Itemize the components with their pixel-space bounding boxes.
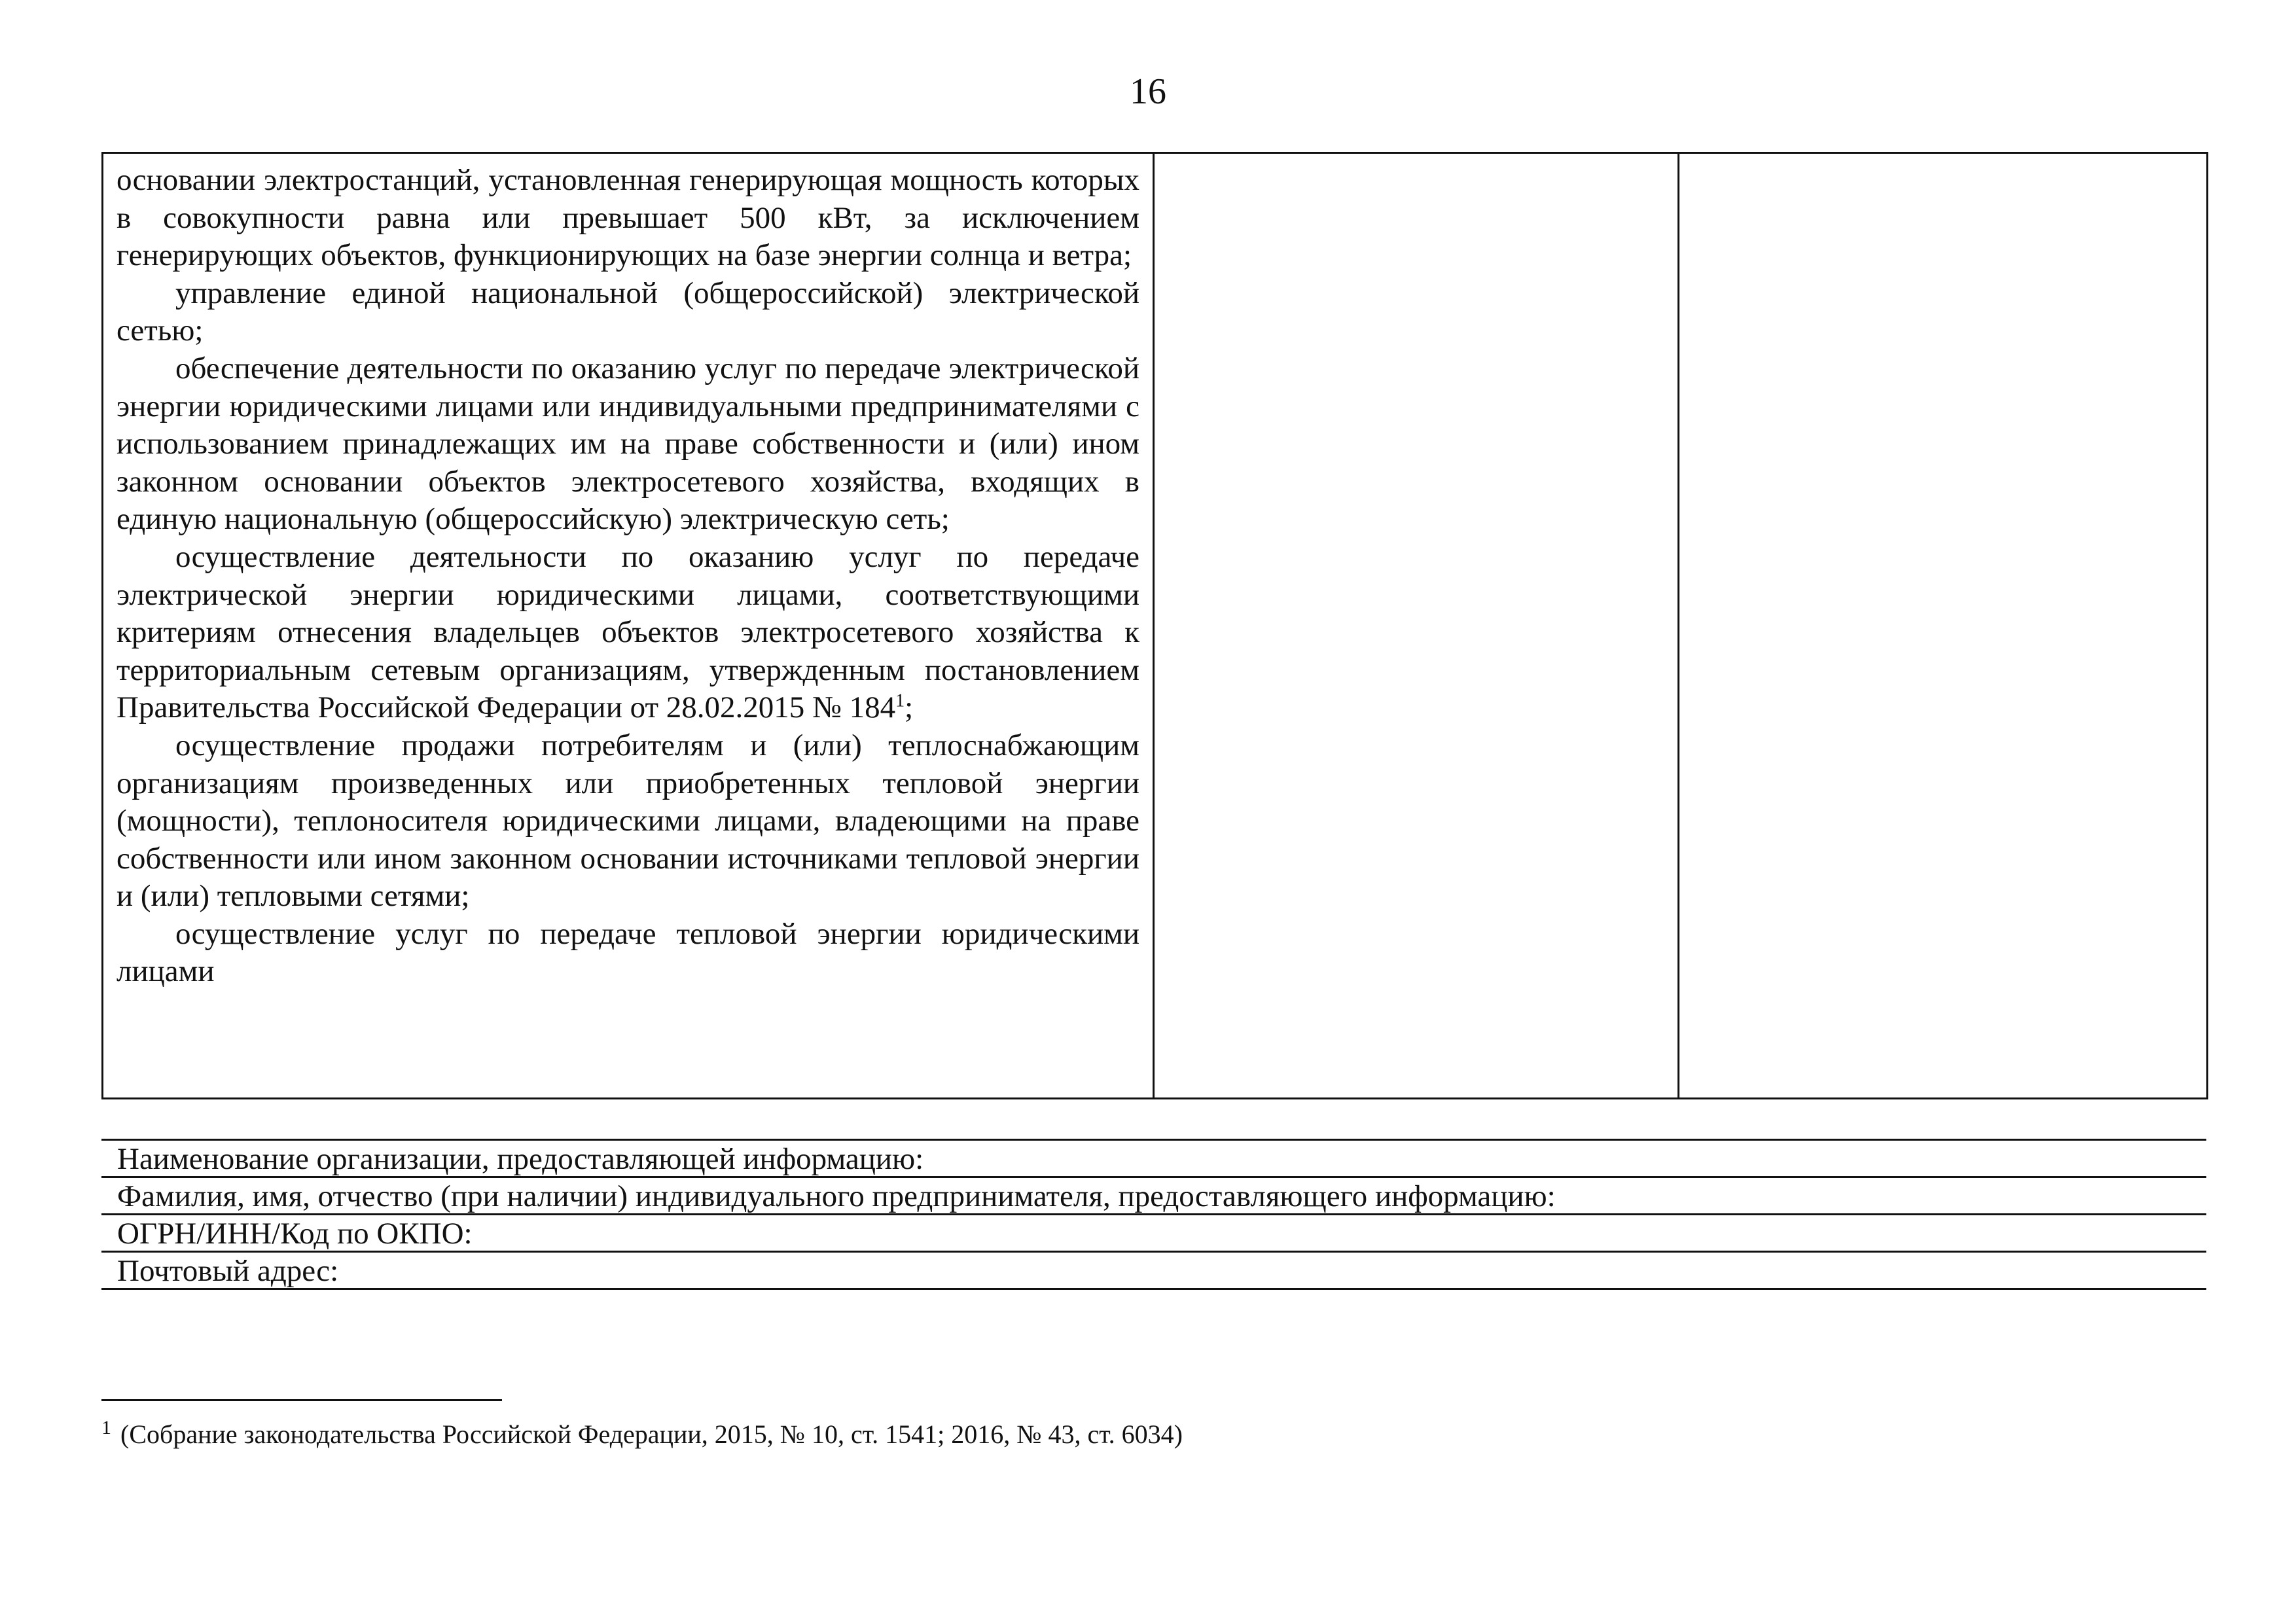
text-line: которых в совокупности равна или превышает 500 кВт, за исключением [117, 163, 1139, 235]
text-line: электросетевого хозяйства, входящих в единую национальную [117, 464, 1139, 537]
footnote [101, 1416, 1183, 1450]
paragraph-heat-sales [117, 727, 1139, 916]
text-line: сетью; [117, 313, 204, 348]
empty-cell-column-3 [1679, 153, 2208, 1099]
text-line: осуществление деятельности по оказанию услуг по передаче [175, 539, 1139, 574]
footnote-mark: 1 [101, 1416, 111, 1438]
text-line: лицами [117, 954, 215, 989]
decree-number: № $184^1$; [812, 690, 914, 725]
text-line: электрической энергии юридическими лицами или индивидуальными [117, 351, 1140, 423]
table-row [103, 153, 2208, 1099]
organization-name-line: Наименование организации, предоставляющей информацию: [101, 1139, 2206, 1176]
paragraph-territorial-grid [117, 539, 1139, 727]
postal-address-line: Почтовый адрес: [101, 1251, 2206, 1290]
text-line: праве собственности или ином законном основании источниками [117, 804, 1139, 876]
text-line: предпринимателями с использованием принадлежащих им на праве [117, 389, 1139, 461]
entrepreneur-name-line: Фамилия, имя, отчество (при наличии) индивидуального предпринимателя, предоставляющего информацию: [101, 1176, 2206, 1213]
footnote-reference: 1 [895, 690, 905, 711]
text-line: организациям произведенных или приобретенных тепловой энергии [117, 766, 1139, 800]
text-line: генерирующих объектов, функционирующих на базе энергии солнца и [117, 238, 1045, 273]
text-line: критериям отнесения владельцев объектов электросетевого хозяйства к [117, 615, 1139, 650]
text-line: электрической энергии юридическими лицами, соответствующими [117, 577, 1139, 612]
text-line: осуществление услуг по передаче тепловой энергии юридическими [175, 916, 1139, 951]
text-line: ветра; [1052, 238, 1132, 273]
text-line: территориальным сетевым организациям, утвержденным [117, 652, 905, 687]
activity-description-cell [103, 153, 1154, 1099]
text-line: (мощности), теплоносителя юридическими лицами, владеющими на [117, 804, 1052, 838]
footnote-separator [101, 1399, 502, 1401]
text-line: обеспечение деятельности по оказанию услуг по передаче [175, 351, 941, 385]
paragraph-generation [117, 162, 1139, 275]
text-line: (общероссийскую) электрическую сеть; [425, 502, 950, 537]
paragraph-network-management [117, 275, 1139, 350]
paragraph-transmission-services [117, 350, 1139, 539]
text-line: осуществление продажи потребителям и (или) теплоснабжающим [175, 728, 1139, 762]
empty-cell-column-2 [1154, 153, 1679, 1099]
text-line: постановлением Правительства Российской Федерации от 28.02.2015 [117, 652, 1139, 725]
footnote-text: (Собрание законодательства Российской Федерации, 2015, № 10, ст. 1541; 2016, № 43, ст. 6034) [120, 1419, 1183, 1449]
activity-table [101, 152, 2208, 1099]
organization-info-block [101, 1139, 2206, 1290]
registration-codes-line: ОГРН/ИНН/Код по ОКПО: [101, 1213, 2206, 1251]
paragraph-heat-transmission [117, 916, 1139, 991]
text-line: тепловой энергии и (или) тепловыми сетями; [117, 841, 1139, 914]
page-number: 16 [1130, 71, 1166, 112]
text-line: основании электростанций, установленная генерирующая мощность [117, 163, 1023, 197]
text-line: управление единой национальной (общероссийской) электрической [175, 276, 1139, 310]
text-line: собственности и (или) ином законном основании объектов [117, 427, 1139, 499]
